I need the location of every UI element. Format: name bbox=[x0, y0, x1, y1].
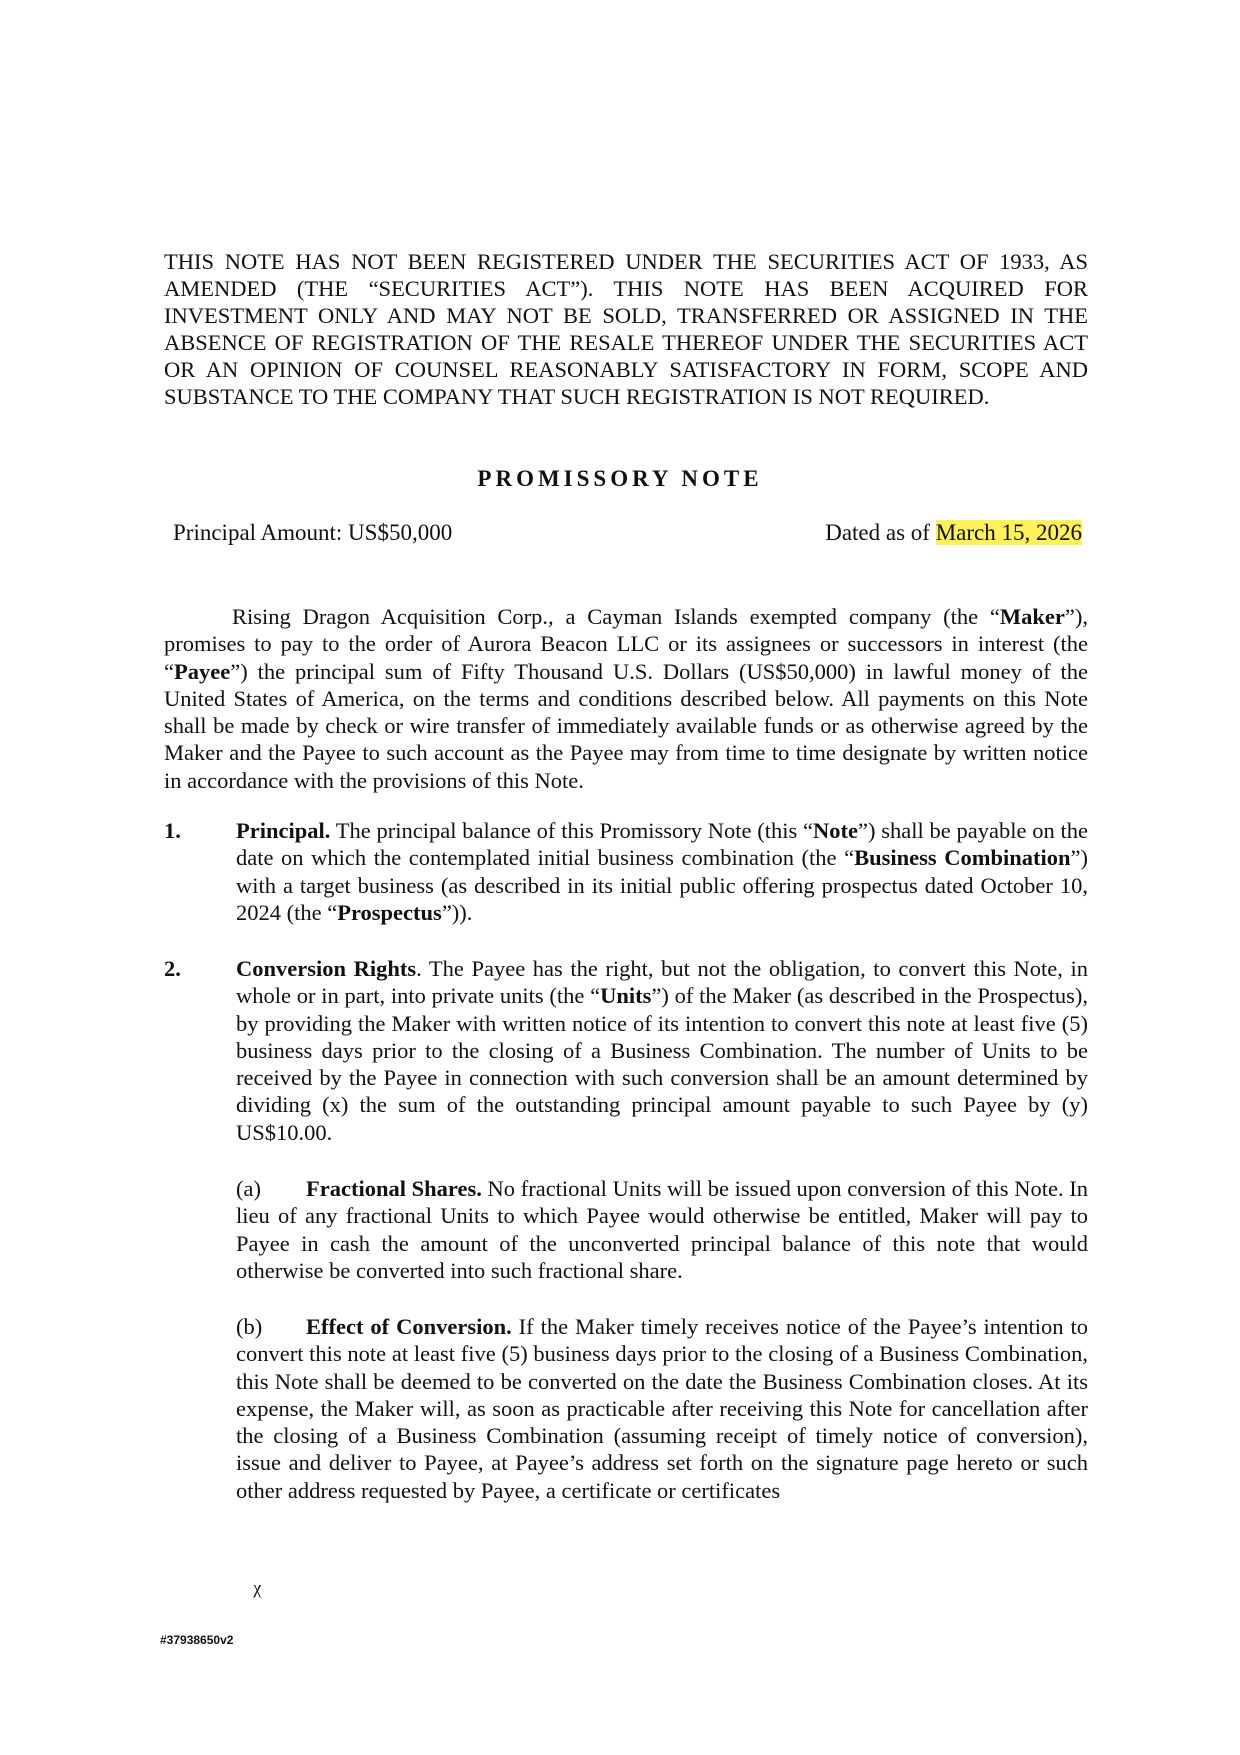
subsection-a-fractional-shares: (a) Fractional Shares. No fractional Units will be issued upon conversion of this Note. In lieu of any fractional Units to which Payee would otherwise be entitled, Maker will pay to Payee in cash the amount of the unconverted principal balance of this note that would otherwise be converted into such fractional share. bbox=[236, 1176, 1088, 1283]
intro-paragraph: Rising Dragon Acquisition Corp., a Cayman Islands exempted company (the “Maker”), promises to pay to the order of Aurora Beacon LLC or its assignees or successors in interest (the “Payee”) the principal sum of Fifty Thousand U.S. Dollars (US$50,000) in lawful money of the United States of America, on the terms and conditions described below. All payments on this Note shall be made by check or wire transfer of immediately available funds or as otherwise agreed by the Maker and the Payee to such account as the Payee may from time to time designate by written notice in accordance with the provisions of this Note. bbox=[164, 604, 1088, 793]
section-heading: Conversion Rights bbox=[236, 956, 417, 981]
handwritten-initials: ᵡ bbox=[253, 1576, 262, 1609]
subsection-b-effect-of-conversion: (b) Effect of Conversion. If the Maker timely receives notice of the Payee’s intention to convert this note at least five (5) business days prior to the closing of a Business Combination, this Note shall be deemed to be converted on the date the Business Combination closes. At its expense, the Maker will, as soon as practicable after receiving this Note for cancellation after the closing of a Business Combination (assuming receipt of timely notice of conversion), issue and deliver to Payee, at Payee’s address set forth on the signature page hereto or such other address requested by Payee, a certificate or certificates bbox=[236, 1314, 1088, 1503]
subsection-label: (a) bbox=[236, 1176, 261, 1201]
section-1-principal: 1. Principal. The principal balance of this Promissory Note (this “Note”) shall be payable on the date on which the contemplated initial business combination (the “Business Combination”) with a target business (as described in its initial public offering prospectus dated October 10, 2024 (the “Prospectus”)). bbox=[164, 818, 1088, 925]
dated-prefix: Dated as of bbox=[825, 520, 930, 545]
term-units: Units bbox=[600, 983, 652, 1009]
document-id: #37938650v2 bbox=[160, 1633, 234, 1647]
term-payee: Payee bbox=[174, 658, 231, 684]
securities-legend: THIS NOTE HAS NOT BEEN REGISTERED UNDER THE SECURITIES ACT OF 1933, AS AMENDED (THE “SECURITIES ACT”). THIS NOTE HAS BEEN ACQUIRED FOR INVESTMENT ONLY AND MAY NOT BE SOLD, TRANSFERRED OR ASSIGNED IN THE ABSENCE OF REGISTRATION OF THE RESALE THEREOF UNDER THE SECURITIES ACT OR AN OPINION OF COUNSEL REASONABLY SATISFACTORY IN FORM, SCOPE AND SUBSTANCE TO THE COMPANY THAT SUCH REGISTRATION IS NOT REQUIRED. bbox=[164, 249, 1088, 409]
subsection-label: (b) bbox=[236, 1314, 263, 1339]
term-note: Note bbox=[813, 818, 858, 843]
document-title: PROMISSORY NOTE bbox=[477, 466, 763, 491]
subsection-heading: Fractional Shares. bbox=[306, 1176, 482, 1201]
principal-amount: Principal Amount: US$50,000 bbox=[173, 520, 453, 545]
dated-value-highlighted: March 15, 2026 bbox=[935, 520, 1082, 545]
section-2-conversion-rights: 2. Conversion Rights. The Payee has the right, but not the obligation, to convert this Note, in whole or in part, into private units (the “Units”) of the Maker (as described in the Prospectus), by providing the Maker with written notice of its intention to convert this note at least five (5) business days prior to the closing of a Business Combination. The number of Units to be received by the Payee in connection with such conversion shall be an amount determined by dividing (x) the sum of the outstanding principal amount payable to such Payee by (y) US$10.00. bbox=[164, 956, 1088, 1145]
subsection-heading: Effect of Conversion. bbox=[306, 1314, 512, 1339]
term-prospectus: Prospectus bbox=[337, 899, 442, 925]
dated-line bbox=[825, 520, 1082, 546]
section-number: 2. bbox=[164, 956, 181, 981]
section-heading: Principal. bbox=[236, 818, 331, 843]
term-business-combination: Business Combination bbox=[854, 845, 1071, 871]
section-number: 1. bbox=[164, 818, 181, 843]
term-maker: Maker bbox=[999, 604, 1065, 629]
